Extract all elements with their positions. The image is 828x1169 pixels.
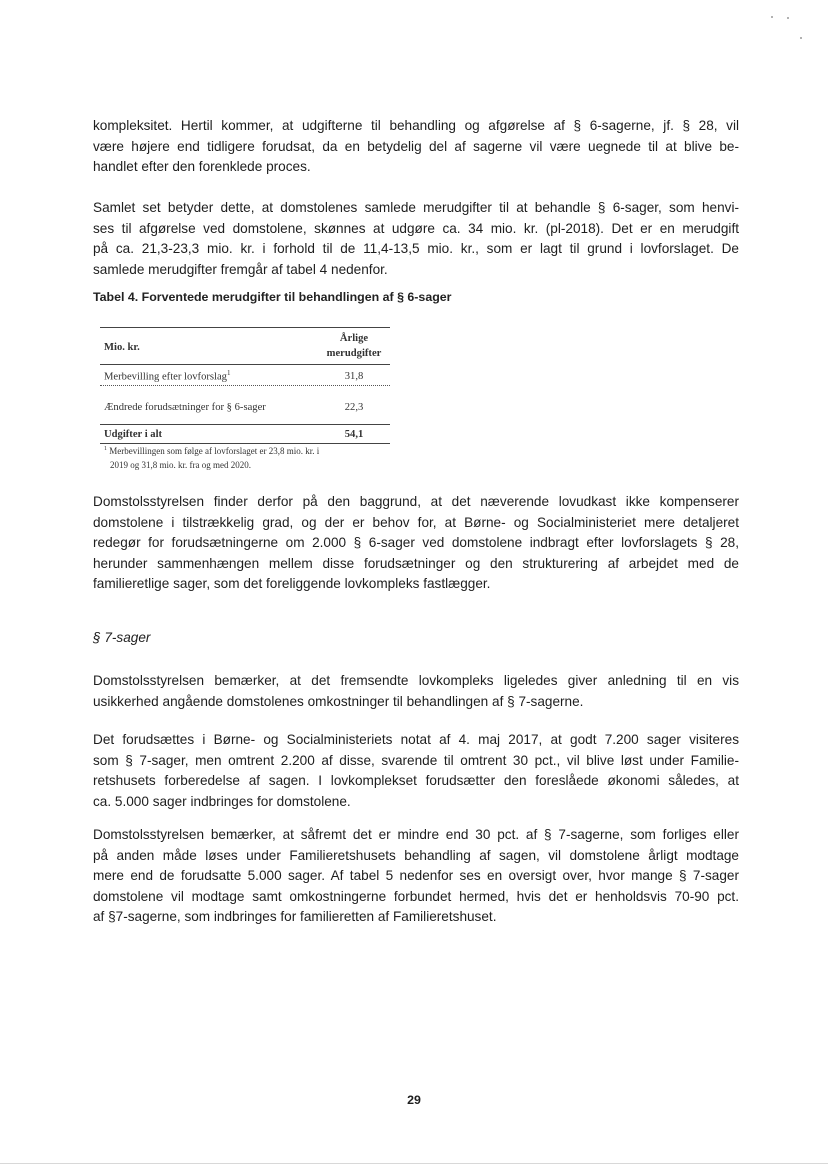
table-header-col2-line1: Årlige xyxy=(339,333,369,344)
text-line: ses til afgørelse ved domstolene, skønnes at udgøre ca. 34 mio. kr. (pl-2018). Det er en merudgift xyxy=(93,220,739,236)
scan-speck xyxy=(771,16,773,18)
text-line: samlede merudgifter fremgår af tabel 4 nedenfor. xyxy=(93,261,388,277)
footnote-text: Merbevillingen som følge af lovforslaget er 23,8 mio. kr. i xyxy=(109,446,320,456)
text-line: mere end de forudsatte 5.000 sager. Af tabel 5 nedenfor ses en oversigt over, hvor mange § 7-sager xyxy=(93,868,739,884)
table-row-label xyxy=(104,369,230,383)
paragraph-lovkompleks-usikkerhed xyxy=(93,671,739,712)
text-line: ca. 5.000 sager indbringes for domstolene. xyxy=(93,793,351,809)
row-label-text: Merbevilling efter lovforslag xyxy=(104,371,227,383)
paragraph-domstolsstyrelsen-finder xyxy=(93,492,739,595)
table-row-value: 31,8 xyxy=(344,371,364,382)
page-number: 29 xyxy=(407,1093,421,1107)
text-line: domstolene vil modtage samt omkostningerne forbundet hermed, hvis det er henholdsvis 70-90 pct. xyxy=(93,888,739,904)
text-line: som § 7-sager, men omtrent 2.200 af disse, svarende til omtrent 30 pct., vil blive løst under Familie- xyxy=(93,752,739,768)
text-line: af §7-sagerne, som indbringes for familieretten af Familieretshuset. xyxy=(93,909,497,925)
text-line: Samlet set betyder dette, at domstolenes samlede merudgifter til at behandle § 6-sager, som henvi- xyxy=(93,200,739,215)
table-footnote-line1 xyxy=(104,446,319,456)
text-line: være højere end tidligere forudsat, da en betydelig del af sagerne vil være uegnede til at blive be- xyxy=(93,138,739,154)
paragraph-samlet-set xyxy=(93,198,739,280)
scan-speck xyxy=(787,17,789,19)
table-header-col2-line2: merudgifter xyxy=(326,348,382,359)
table-bottom-rule xyxy=(100,443,390,444)
table-top-rule xyxy=(100,327,390,328)
text-line: Det forudsættes i Børne- og Socialministeriets notat af 4. maj 2017, at godt 7.200 sager visiteres xyxy=(93,732,739,747)
scan-speck xyxy=(800,37,802,39)
text-line: Domstolsstyrelsen bemærker, at det fremsendte lovkompleks ligeledes giver anledning til en vis xyxy=(93,673,739,688)
scan-bottom-edge xyxy=(0,1163,828,1164)
text-line: domstolene i tilstrækkelig grad, og der er behov for, at Børne- og Socialministeriet mere detaljeret xyxy=(93,514,739,530)
table-row-label: Ændrede forudsætninger for § 6-sager xyxy=(104,402,266,413)
table-header-rule xyxy=(100,364,390,365)
footnote-ref: 1 xyxy=(226,369,231,377)
table-header-col1: Mio. kr. xyxy=(104,342,140,353)
text-line: på anden måde løses under Familieretshusets behandling af sagen, vil domstolene årligt modtage xyxy=(93,847,739,863)
text-line: redegør for forudsætningerne om 2.000 § 6-sager ved domstolene indbragt efter lovforslagets § 28, xyxy=(93,535,739,551)
table-footnote-line2: 2019 og 31,8 mio. kr. fra og med 2020. xyxy=(110,460,251,470)
section-heading: § 7-sager xyxy=(93,630,151,645)
footnote-mark: 1 xyxy=(104,446,107,452)
table-total-label: Udgifter i alt xyxy=(104,429,163,440)
text-line: Domstolsstyrelsen finder derfor på den baggrund, at det næverende lovudkast ikke kompenserer xyxy=(93,494,739,509)
paragraph-forudsaettes xyxy=(93,730,739,812)
table-total-rule xyxy=(100,424,390,425)
text-line: på ca. 21,3-23,3 mio. kr. i forhold til de 11,4-13,5 mio. kr., som er lagt til grund i lovforslaget. De xyxy=(93,241,739,257)
text-line: kompleksitet. Hertil kommer, at udgifterne til behandling og afgørelse af § 6-sagerne, jf. § 28, vil xyxy=(93,118,739,133)
text-line: Domstolsstyrelsen bemærker, at såfremt det er mindre end 30 pct. af § 7-sagerne, som forliges eller xyxy=(93,827,739,842)
table-total-value: 54,1 xyxy=(344,429,364,440)
text-line: retshusets forberedelse af sagen. I lovkomplekset forudsætter den foreslåede økonomi således, at xyxy=(93,773,739,789)
text-line: familieretlige sager, som det foreliggende lovkompleks fastlægger. xyxy=(93,576,491,592)
table-row-value: 22,3 xyxy=(344,402,364,413)
text-line: usikkerhed angående domstolenes omkostninger til behandlingen af § 7-sagerne. xyxy=(93,693,584,709)
table-dotted-rule xyxy=(100,385,390,386)
table-caption: Tabel 4. Forventede merudgifter til behandlingen af § 6-sager xyxy=(93,290,452,304)
paragraph-kompleksitet xyxy=(93,116,739,178)
text-line: handlet efter den forenklede proces. xyxy=(93,159,311,175)
text-line: herunder sammenhængen mellem disse forudsætninger og den strukturering af arbejdet med de xyxy=(93,555,739,571)
paragraph-saafremt xyxy=(93,825,739,928)
